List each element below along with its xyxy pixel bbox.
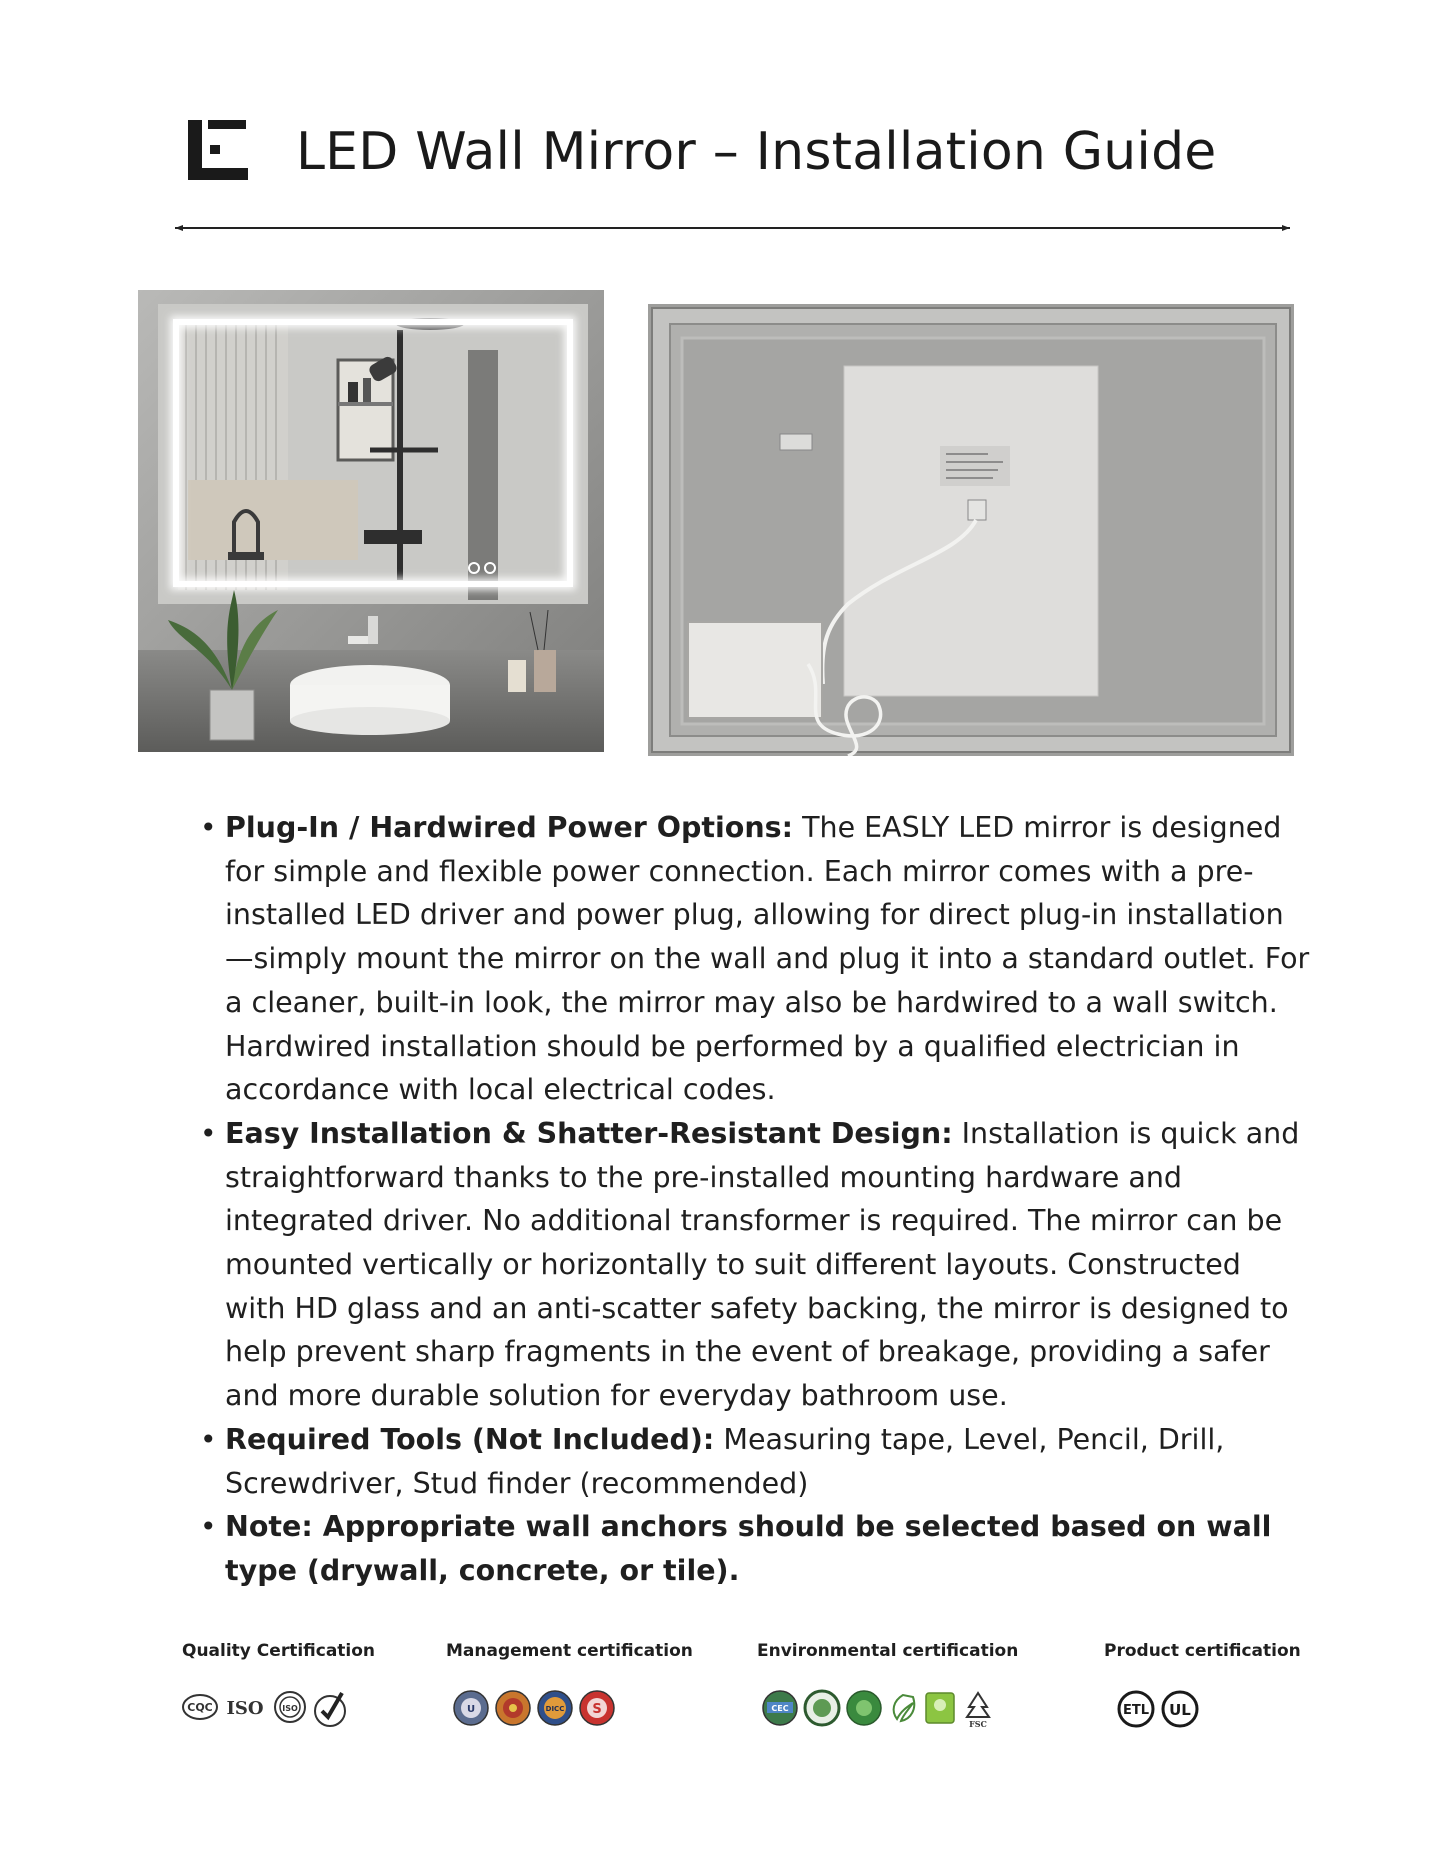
product-certification xyxy=(1104,1641,1301,1719)
quality-certification xyxy=(182,1641,376,1719)
svg-text:UL: UL xyxy=(1169,1701,1191,1719)
ul-icon xyxy=(1160,1689,1200,1729)
cert-title: Management certification xyxy=(446,1641,693,1661)
recycle-leaf-icon xyxy=(887,1689,919,1727)
svg-text:FSC: FSC xyxy=(969,1719,987,1729)
svg-text:ISO: ISO xyxy=(226,1698,264,1719)
feature-text: Measuring tape, Level, Pencil, Drill, Screwdriver, Stud finder (recommended) xyxy=(225,1422,1225,1500)
svg-text:S: S xyxy=(592,1702,602,1717)
feature-label: Plug-In / Hardwired Power Options: xyxy=(225,811,794,844)
list-item xyxy=(200,1505,1310,1592)
cs-seal-icon xyxy=(578,1689,616,1727)
management-seal-blue-icon xyxy=(452,1689,490,1727)
svg-text:CQC: CQC xyxy=(187,1701,213,1714)
management-seal-red-icon xyxy=(494,1689,532,1727)
feature-text: Installation is quick and straightforward thanks to the pre-installed mounting hardware and integrated driver. No additional transformer is required. The mirror can be mounted vertically or horizontally to suit different layouts. Constructed with HD glass and an anti-scatter safety backing, the mirror is designed to help prevent sharp fragments in the event of breakage, providing a safer and more durable solution for everyday bathroom use. xyxy=(225,1116,1300,1413)
cqc-icon xyxy=(182,1689,218,1725)
iso-icon xyxy=(222,1689,268,1725)
green-seal-icon xyxy=(803,1689,841,1727)
feature-label: Easy Installation & Shatter-Resistant Design: xyxy=(225,1116,953,1150)
bullet-icon: • xyxy=(200,1116,217,1150)
feature-label: Required Tools (Not Included): xyxy=(225,1422,715,1456)
iso-9001-icon xyxy=(272,1689,308,1725)
fsc-icon xyxy=(961,1689,995,1729)
environmental-certification xyxy=(757,1641,1019,1729)
brand-E-logo-icon xyxy=(188,118,252,182)
bullet-icon: • xyxy=(200,1510,217,1544)
etl-icon xyxy=(1116,1689,1156,1729)
feature-text: The EASLY LED mirror is designed for simple and flexible power connection. Each mirror comes with a pre-installed LED driver and power plug, allowing for direct plug-in installation —simply mount the mirror on the wall and plug it into a standard outlet. For a cleaner, built-in look, the mirror may also be hardwired to a wall switch. Hardwired installation should be performed by a qualified electrician in accordance with local electrical codes. xyxy=(225,811,1310,1107)
page-title: LED Wall Mirror – Installation Guide xyxy=(296,122,1217,182)
list-item xyxy=(200,1418,1310,1505)
bullet-icon: • xyxy=(200,1422,217,1456)
list-item xyxy=(200,806,1310,1112)
led-mirror-bathroom-photo xyxy=(138,290,604,752)
feature-list xyxy=(200,806,1310,1593)
cert-title: Product certification xyxy=(1104,1641,1301,1661)
svg-text:DICC: DICC xyxy=(545,1705,565,1713)
list-item xyxy=(200,1112,1310,1418)
dicc-seal-icon xyxy=(536,1689,574,1727)
svg-text:CEC: CEC xyxy=(771,1704,789,1713)
svg-text:U: U xyxy=(466,1704,476,1715)
iso-14001-icon xyxy=(312,1689,348,1729)
green-product-icon xyxy=(923,1689,957,1727)
cec-icon xyxy=(761,1689,799,1727)
svg-text:ISO: ISO xyxy=(282,1704,298,1713)
china-green-icon xyxy=(845,1689,883,1727)
svg-text:ETL: ETL xyxy=(1122,1703,1150,1718)
cert-title: Quality Certification xyxy=(182,1641,376,1661)
feature-label: Note: xyxy=(225,1510,313,1544)
bullet-icon: • xyxy=(200,811,217,844)
feature-text: Appropriate wall anchors should be selected based on wall type (drywall, concrete, or tile). xyxy=(225,1510,1272,1587)
management-certification xyxy=(446,1641,693,1717)
mirror-back-with-driver-photo xyxy=(648,304,1294,756)
cert-title: Environmental certification xyxy=(757,1641,1019,1661)
header-divider xyxy=(175,222,1290,234)
